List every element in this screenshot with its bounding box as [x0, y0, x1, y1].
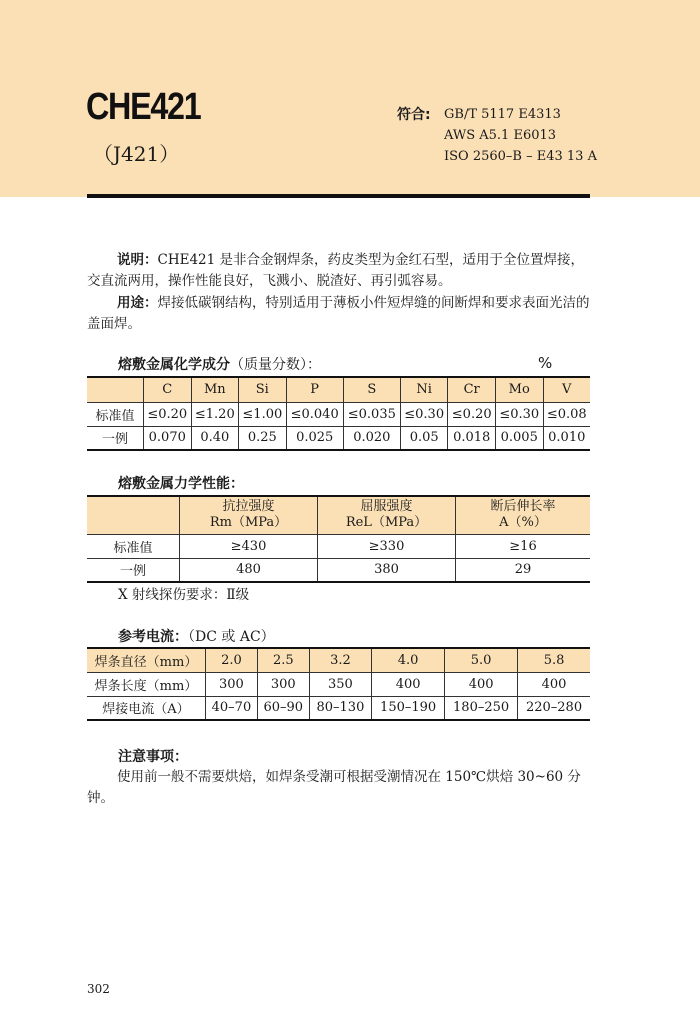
table-cell: 0.010: [543, 426, 590, 450]
table-cell: 标准值: [87, 402, 144, 426]
table-cell: 80–130: [309, 696, 371, 720]
table-cell: 断后伸长率 A（%）: [456, 496, 591, 534]
product-alias: （J421）: [93, 142, 180, 166]
table-cell: 3.2: [309, 648, 371, 672]
table-cell: 0.25: [239, 426, 287, 450]
current-table: [87, 647, 590, 721]
table-cell: [87, 377, 144, 402]
table-cell: ≤0.20: [448, 402, 496, 426]
table-cell: 0.05: [400, 426, 448, 450]
description-paragraph: [87, 250, 590, 292]
table-cell: 0.025: [286, 426, 343, 450]
table-cell: 5.8: [518, 648, 590, 672]
table-cell: Cr: [448, 377, 496, 402]
table-cell: ≤1.00: [239, 402, 287, 426]
table-cell: 29: [456, 558, 591, 582]
table-cell: 220–280: [518, 696, 590, 720]
table-cell: 5.0: [445, 648, 518, 672]
standards-label: 符合:: [397, 107, 431, 123]
chemistry-table: [87, 376, 590, 451]
table-cell: 180–250: [445, 696, 518, 720]
table-cell: 400: [372, 672, 445, 696]
table-cell: 380: [318, 558, 456, 582]
table-cell: Ni: [400, 377, 448, 402]
table-cell: 0.018: [448, 426, 496, 450]
table-cell: ≥330: [318, 534, 456, 558]
usage-paragraph: [87, 293, 590, 335]
xray-note: X 射线探伤要求：Ⅱ级: [118, 587, 250, 603]
table-cell: ≤0.20: [144, 402, 192, 426]
table-cell: 一例: [87, 558, 180, 582]
table-cell: ≤0.08: [543, 402, 590, 426]
table-cell: ≤1.20: [191, 402, 239, 426]
table-row: [87, 402, 590, 426]
table-cell: 350: [309, 672, 371, 696]
table-cell: 屈服强度 ReL（MPa）: [318, 496, 456, 534]
mechanical-title: 熔敷金属力学性能：: [118, 476, 244, 492]
table-cell: [87, 496, 180, 534]
table-row: [87, 426, 590, 450]
table-cell: 150–190: [372, 696, 445, 720]
description-text: CHE421 是非合金钢焊条，药皮类型为金红石型，适用于全位置焊接，交直流两用，操作性能良好，飞溅小、脱渣好、再引弧容易。: [87, 252, 585, 289]
table-cell: 400: [518, 672, 590, 696]
table-cell: 0.020: [343, 426, 400, 450]
mechanical-table: [87, 495, 590, 583]
standard-iso: ISO 2560–B – E43 13 A: [444, 149, 597, 164]
table-cell: S: [343, 377, 400, 402]
table-cell: 抗拉强度 Rm（MPa）: [180, 496, 318, 534]
current-title: 参考电流：（DC 或 AC）: [118, 629, 275, 645]
standard-gb: GB/T 5117 E4313: [444, 107, 561, 122]
table-cell: C: [144, 377, 192, 402]
chemistry-unit: %: [538, 354, 553, 372]
table-cell: ≥16: [456, 534, 591, 558]
table-cell: 40–70: [206, 696, 258, 720]
table-cell: 400: [445, 672, 518, 696]
notes-text: 使用前一般不需要烘焙，如焊条受潮可根据受潮情况在 150℃烘焙 30~60 分钟。: [87, 769, 581, 806]
table-cell: 0.005: [495, 426, 543, 450]
table-cell: 480: [180, 558, 318, 582]
header-rule: [87, 194, 590, 198]
standards-list: [444, 104, 597, 167]
table-cell: 焊接电流（A）: [87, 696, 206, 720]
table-row: [87, 696, 590, 720]
table-cell: 300: [257, 672, 309, 696]
table-cell: 4.0: [372, 648, 445, 672]
table-cell: ≤0.30: [495, 402, 543, 426]
table-cell: 焊条长度（mm）: [87, 672, 206, 696]
page-number: 302: [87, 982, 110, 996]
table-cell: 300: [206, 672, 258, 696]
table-row: [87, 558, 590, 582]
standard-aws: AWS A5.1 E6013: [444, 128, 557, 143]
product-model: CHE421: [86, 86, 201, 128]
table-cell: ≤0.040: [286, 402, 343, 426]
table-cell: 0.40: [191, 426, 239, 450]
table-cell: Mo: [495, 377, 543, 402]
notes-title: 注意事项：: [118, 749, 188, 765]
table-cell: P: [286, 377, 343, 402]
table-cell: Si: [239, 377, 287, 402]
table-row: [87, 648, 590, 672]
usage-label: 用途：: [117, 295, 158, 311]
chemistry-title: 熔敷金属化学成分（质量分数）：: [118, 357, 321, 373]
table-cell: 2.0: [206, 648, 258, 672]
table-cell: 一例: [87, 426, 144, 450]
table-cell: V: [543, 377, 590, 402]
table-row: [87, 534, 590, 558]
table-cell: ≥430: [180, 534, 318, 558]
table-cell: 标准值: [87, 534, 180, 558]
usage-text: 焊接低碳钢结构，特别适用于薄板小件短焊缝的间断焊和要求表面光洁的盖面焊。: [87, 295, 590, 332]
table-row: [87, 672, 590, 696]
table-cell: Mn: [191, 377, 239, 402]
table-cell: 60–90: [257, 696, 309, 720]
table-cell: 2.5: [257, 648, 309, 672]
table-row: [87, 377, 590, 402]
table-row: [87, 496, 590, 534]
table-cell: 焊条直径（mm）: [87, 648, 206, 672]
table-cell: 0.070: [144, 426, 192, 450]
description-label: 说明：: [117, 252, 158, 268]
table-cell: ≤0.30: [400, 402, 448, 426]
table-cell: ≤0.035: [343, 402, 400, 426]
